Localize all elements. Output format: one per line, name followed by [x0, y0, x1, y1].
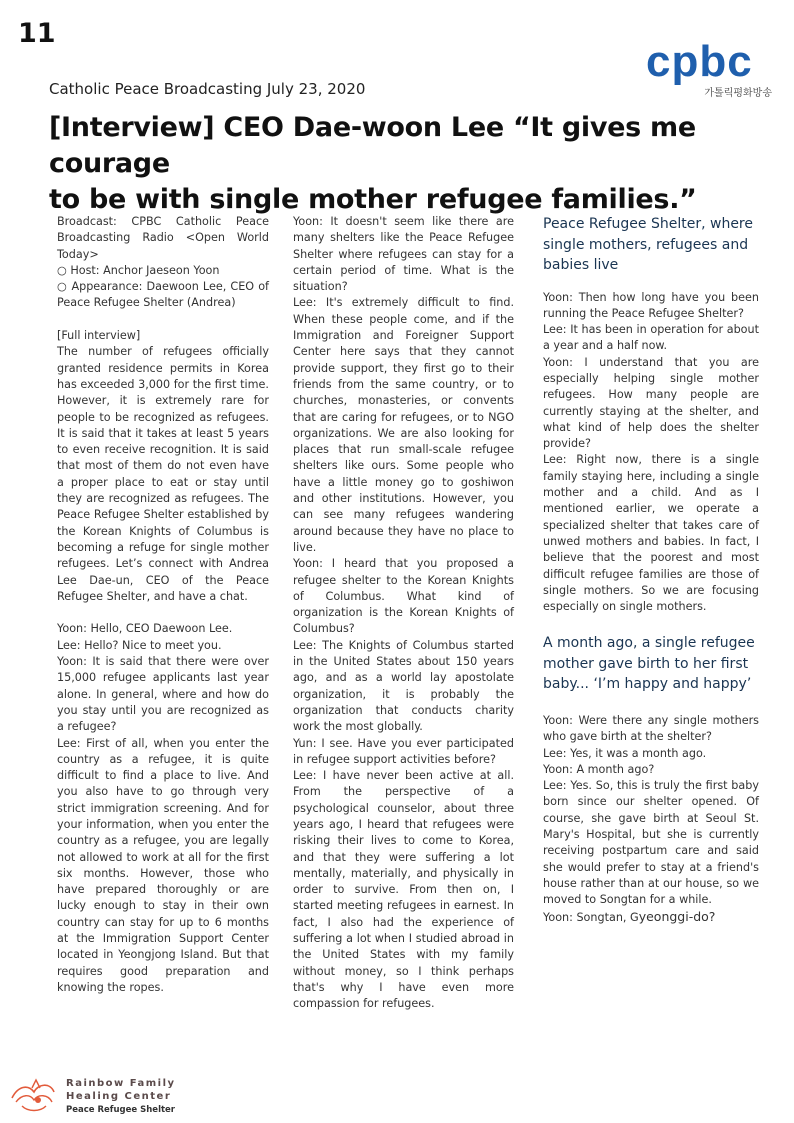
paragraph: Lee: Yes. So, this is truly the first baby born since our shelter opened. Of course, she gave birth at Seoul St. Mary's Hospital, but she is currently receiving postpartum care and said she would prefer to stay at a friend's house rather than at our house, so we moved to Songtan for a while. [543, 779, 759, 907]
footer-line-1: Rainbow Family [66, 1078, 176, 1089]
paragraph: ○ Host: Anchor Jaeseon Yoon [57, 263, 220, 277]
paragraph: Yun: I see. Have you ever participated in refugee support activities before? [293, 736, 514, 766]
paragraph: Lee: It's extremely difficult to find. When these people come, and if the Immigration and Foreigner Support Center here says that they cannot provide support, they first go to their friends from the same country, or to churches, monasteries, or convents that are caring for refugees, or to NGO organizations. We are also looking for places that run small-scale refugee shelters like ours. Some people who have a little money go to goshiwon and other institutions. However, you can see many refugees wandering around because they have no place to live. [293, 296, 514, 554]
column-1 [57, 214, 269, 996]
paragraph: ○ Appearance: Daewoon Lee, CEO of Peace Refugee Shelter (Andrea) [57, 280, 269, 310]
footer-line-3: Peace Refugee Shelter [66, 1105, 175, 1115]
section-heading: A month ago, a single refugee mother gave birth to her first baby... ‘I’m happy and happy’ [543, 635, 755, 693]
paragraph: Lee: I have never been active at all. From the perspective of a psychological counselor, about three years ago, I heard that refugees were risking their lives to come to Korea, and that they were suffering a lot mentally, materially, and physically in order to survive. From then on, I started meeting refugees in earnest. In fact, I also had the experience of suffering a lot when I studied abroad in the United States with my family without money, so I think perhaps that's why I have even more compassion for refugees. [293, 769, 514, 1011]
paragraph: Lee: Yes, it was a month ago. [543, 746, 707, 760]
paragraph [543, 909, 759, 926]
headline [49, 110, 779, 218]
bird-heart-icon [8, 1076, 60, 1116]
paragraph: Lee: The Knights of Columbus started in the United States about 150 years ago, and as a world lay apostolate organization, it is probably the organization that conducts charity work the most globally. [293, 638, 514, 734]
headline-line-1: [Interview] CEO Dae-woon Lee “It gives me courage [49, 112, 696, 179]
footer-logo [8, 1070, 208, 1120]
page-number: 11 [18, 18, 56, 49]
paragraph: Yoon: It is said that there were over 15,000 refugee applicants last year alone. In general, where and how do you stay until you are recognized as a refugee? [57, 655, 269, 734]
last-line-suffix: yeonggi-do? [638, 908, 716, 924]
paragraph: Broadcast: CPBC Catholic Peace Broadcasting Radio <Open World Today> [57, 215, 269, 261]
logo-mark: cpbc [646, 37, 753, 86]
source-line: Catholic Peace Broadcasting July 23, 2020 [49, 80, 366, 98]
footer-line-2: Healing Center [66, 1091, 172, 1102]
paragraph: Lee: Right now, there is a single family staying here, including a single mother and a child. And as I mentioned earlier, we operate a specialized shelter that takes care of unwed mothers and babies. In fact, I believe that the poorest and most difficult refugee families are those of single mothers. So we are focusing especially on single mothers. [543, 453, 759, 614]
paragraph: Yoon: I heard that you proposed a refugee shelter to the Korean Knights of Columbus. What kind of organization is the Korean Knights of Columbus? [293, 557, 514, 636]
column-2 [293, 214, 514, 1013]
paragraph: The number of refugees officially granted residence permits in Korea has exceeded 3,000 for the first time. However, it is extremely rare for people to be recognized as refugees. It is said that it takes at least 5 years to even receive recognition. It is said that most of them do not even have a proper place to eat or stay until they are recognized as refugees. The Peace Refugee Shelter established by the Korean Knights of Columbus is becoming a refuge for single mother refugees. Let’s connect with Andrea Lee Dae-un, CEO of the Peace Refugee Shelter, and have a chat. [57, 345, 269, 603]
paragraph: Yoon: A month ago? [543, 762, 655, 776]
last-line-prefix: Yoon: Songtan, G [543, 910, 639, 924]
paragraph: Yoon: Hello, CEO Daewoon Lee. [57, 622, 233, 636]
paragraph: Lee: First of all, when you enter the country as a refugee, it is quite difficult to find a place to live. And you also have to go through very strict immigration screening. And for your information, when you enter the country as a refugee, you are legally not allowed to work at all for the first six months. However, those who have prepared thoroughly or are lucky enough to stay in their own country can stay for up to 6 months at the Immigration Support Center located in Yeongjong Island. But that requires good preparation and knowing the ropes. [57, 736, 269, 994]
paragraph: Yoon: It doesn't seem like there are many shelters like the Peace Refugee Shelter where refugees can stay for a certain period of time. What is the situation? [293, 215, 514, 294]
paragraph: Yoon: Were there any single mothers who gave birth at the shelter? [543, 713, 759, 744]
paragraph: Lee: It has been in operation for about a year and a half now. [543, 323, 759, 353]
cpbc-logo [646, 37, 776, 102]
headline-line-2: to be with single mother refugee families.” [49, 184, 697, 215]
paragraph: Lee: Hello? Nice to meet you. [57, 638, 222, 652]
section-heading: Peace Refugee Shelter, where single mothers, refugees and babies live [543, 216, 753, 273]
paragraph: Yoon: Then how long have you been running the Peace Refugee Shelter? [543, 290, 759, 320]
column-3 [543, 214, 759, 926]
paragraph: [Full interview] [57, 329, 141, 343]
logo-subtitle: 가톨릭평화방송 [704, 88, 772, 99]
paragraph: Yoon: I understand that you are especially helping single mother refugees. How many people are currently staying at the shelter, and what kind of help does the shelter provide? [543, 355, 759, 451]
